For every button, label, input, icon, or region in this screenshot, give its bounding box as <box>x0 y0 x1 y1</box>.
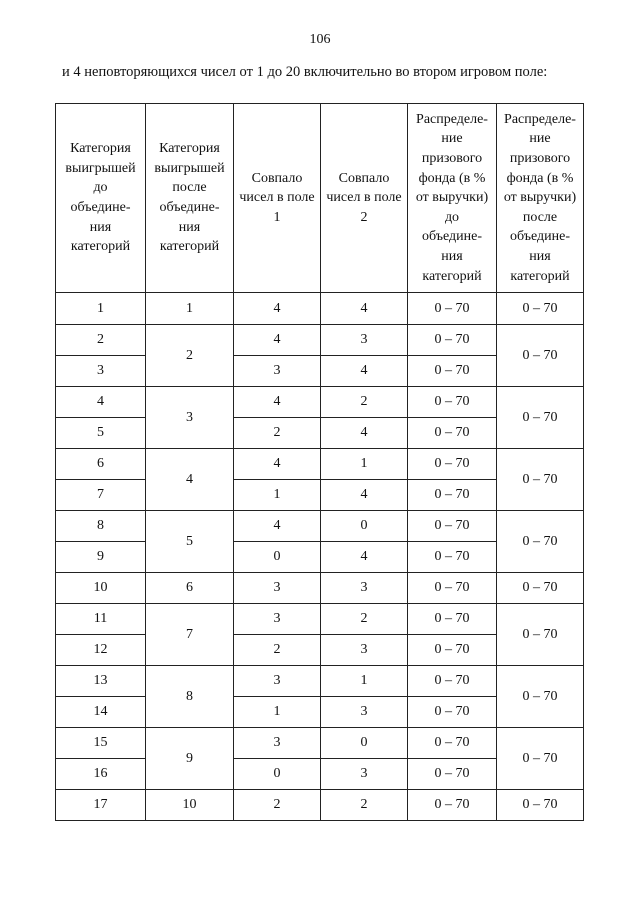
cell-matched-field-1: 2 <box>234 790 321 821</box>
cell-category-before: 11 <box>56 604 146 635</box>
cell-category-before: 3 <box>56 356 146 387</box>
table-row <box>56 511 584 542</box>
cell-matched-field-1: 4 <box>234 293 321 325</box>
cell-matched-field-2: 3 <box>321 697 408 728</box>
cell-matched-field-1: 1 <box>234 697 321 728</box>
table-row <box>56 573 584 604</box>
cell-share-before: 0 – 70 <box>408 325 497 356</box>
cell-matched-field-2: 1 <box>321 666 408 697</box>
cell-share-after: 0 – 70 <box>497 790 584 821</box>
header-matched-field-2-text: Совпало чисел в поле 2 <box>326 170 402 225</box>
cell-category-before: 12 <box>56 635 146 666</box>
cell-share-before: 0 – 70 <box>408 790 497 821</box>
cell-category-after: 5 <box>146 511 234 573</box>
table-header-row <box>56 104 584 293</box>
cell-matched-field-1: 3 <box>234 666 321 697</box>
cell-share-before: 0 – 70 <box>408 449 497 480</box>
cell-share-after: 0 – 70 <box>497 666 584 728</box>
cell-matched-field-1: 4 <box>234 325 321 356</box>
cell-matched-field-2: 1 <box>321 449 408 480</box>
cell-matched-field-2: 2 <box>321 604 408 635</box>
cell-matched-field-1: 4 <box>234 511 321 542</box>
cell-share-after: 0 – 70 <box>497 728 584 790</box>
cell-matched-field-2: 2 <box>321 387 408 418</box>
cell-category-before: 14 <box>56 697 146 728</box>
cell-share-before: 0 – 70 <box>408 418 497 449</box>
cell-category-before: 1 <box>56 293 146 325</box>
cell-share-before: 0 – 70 <box>408 728 497 759</box>
cell-share-after: 0 – 70 <box>497 449 584 511</box>
cell-category-after: 6 <box>146 573 234 604</box>
table-row <box>56 293 584 325</box>
table-row <box>56 325 584 356</box>
header-category-before <box>56 104 146 293</box>
table-row <box>56 387 584 418</box>
cell-share-before: 0 – 70 <box>408 573 497 604</box>
header-matched-field-2 <box>321 104 408 293</box>
header-matched-field-1 <box>234 104 321 293</box>
prize-category-table <box>55 103 584 821</box>
cell-category-before: 4 <box>56 387 146 418</box>
header-category-after-text: Категория выигрышей после объедине- ния категорий <box>154 141 225 255</box>
cell-share-after: 0 – 70 <box>497 604 584 666</box>
cell-share-after: 0 – 70 <box>497 511 584 573</box>
cell-matched-field-1: 3 <box>234 356 321 387</box>
header-share-before <box>408 104 497 293</box>
cell-share-after: 0 – 70 <box>497 325 584 387</box>
cell-share-before: 0 – 70 <box>408 759 497 790</box>
header-matched-field-1-text: Совпало чисел в поле 1 <box>239 170 315 225</box>
cell-category-after: 2 <box>146 325 234 387</box>
cell-matched-field-1: 4 <box>234 449 321 480</box>
cell-share-before: 0 – 70 <box>408 293 497 325</box>
cell-matched-field-1: 3 <box>234 604 321 635</box>
cell-matched-field-1: 4 <box>234 387 321 418</box>
cell-matched-field-2: 3 <box>321 635 408 666</box>
cell-matched-field-2: 0 <box>321 511 408 542</box>
cell-share-before: 0 – 70 <box>408 542 497 573</box>
table-header <box>56 104 584 293</box>
cell-share-before: 0 – 70 <box>408 604 497 635</box>
cell-share-before: 0 – 70 <box>408 635 497 666</box>
cell-share-before: 0 – 70 <box>408 356 497 387</box>
cell-share-before: 0 – 70 <box>408 697 497 728</box>
cell-category-before: 5 <box>56 418 146 449</box>
cell-matched-field-2: 4 <box>321 356 408 387</box>
intro-text: и 4 неповторяющихся чисел от 1 до 20 включительно во втором игровом поле: <box>62 64 548 80</box>
cell-share-before: 0 – 70 <box>408 666 497 697</box>
header-share-before-text: Распределе- ние призового фонда (в % от выручки) до объедине- ния категорий <box>415 111 489 284</box>
cell-matched-field-2: 3 <box>321 573 408 604</box>
cell-category-before: 8 <box>56 511 146 542</box>
table-row <box>56 666 584 697</box>
header-share-after-text: Распределе- ние призового фонда (в % от выручки) после объедине- ния категорий <box>503 111 577 284</box>
cell-category-before: 17 <box>56 790 146 821</box>
cell-matched-field-1: 2 <box>234 418 321 449</box>
cell-matched-field-2: 4 <box>321 480 408 511</box>
cell-category-before: 10 <box>56 573 146 604</box>
table-body <box>56 293 584 821</box>
table-row <box>56 604 584 635</box>
cell-category-after: 1 <box>146 293 234 325</box>
cell-category-before: 6 <box>56 449 146 480</box>
cell-matched-field-2: 2 <box>321 790 408 821</box>
header-share-after <box>497 104 584 293</box>
table-row <box>56 728 584 759</box>
cell-category-before: 9 <box>56 542 146 573</box>
cell-share-after: 0 – 70 <box>497 387 584 449</box>
cell-share-after: 0 – 70 <box>497 293 584 325</box>
cell-matched-field-1: 0 <box>234 542 321 573</box>
cell-matched-field-2: 3 <box>321 759 408 790</box>
cell-category-before: 13 <box>56 666 146 697</box>
cell-category-after: 7 <box>146 604 234 666</box>
cell-category-before: 15 <box>56 728 146 759</box>
cell-matched-field-1: 3 <box>234 728 321 759</box>
cell-category-after: 8 <box>146 666 234 728</box>
cell-category-after: 4 <box>146 449 234 511</box>
cell-share-before: 0 – 70 <box>408 387 497 418</box>
cell-category-before: 7 <box>56 480 146 511</box>
cell-share-before: 0 – 70 <box>408 480 497 511</box>
cell-matched-field-1: 3 <box>234 573 321 604</box>
cell-matched-field-1: 2 <box>234 635 321 666</box>
table-row <box>56 790 584 821</box>
cell-matched-field-2: 4 <box>321 542 408 573</box>
cell-category-after: 9 <box>146 728 234 790</box>
cell-matched-field-2: 4 <box>321 418 408 449</box>
cell-category-before: 16 <box>56 759 146 790</box>
cell-matched-field-2: 3 <box>321 325 408 356</box>
cell-matched-field-1: 1 <box>234 480 321 511</box>
header-category-before-text: Категория выигрышей до объедине- ния категорий <box>65 141 136 255</box>
table-row <box>56 449 584 480</box>
cell-share-after: 0 – 70 <box>497 573 584 604</box>
cell-category-before: 2 <box>56 325 146 356</box>
cell-category-after: 10 <box>146 790 234 821</box>
cell-matched-field-2: 0 <box>321 728 408 759</box>
cell-matched-field-1: 0 <box>234 759 321 790</box>
header-category-after <box>146 104 234 293</box>
cell-category-after: 3 <box>146 387 234 449</box>
cell-share-before: 0 – 70 <box>408 511 497 542</box>
page-number: 106 <box>309 32 331 47</box>
cell-matched-field-2: 4 <box>321 293 408 325</box>
